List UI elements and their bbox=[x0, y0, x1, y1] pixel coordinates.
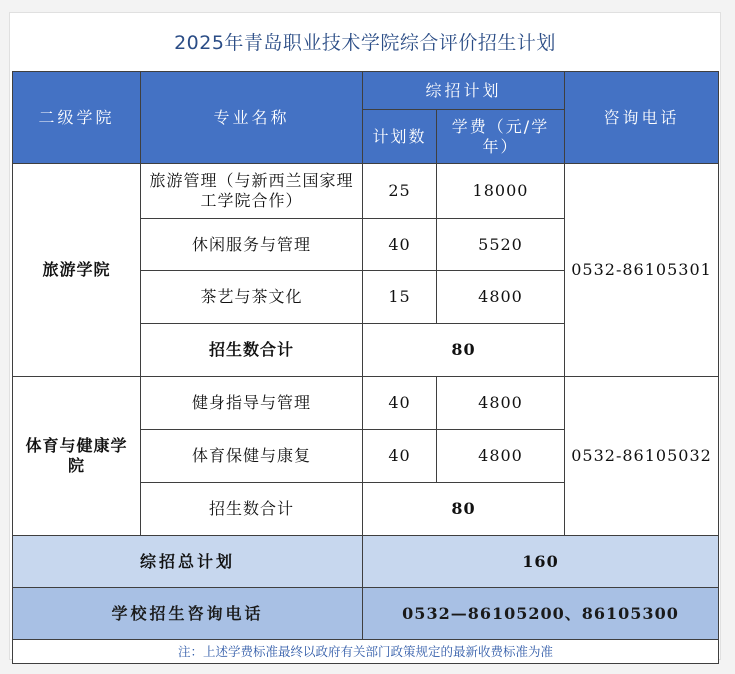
college-phone: 0532-86105301 bbox=[565, 164, 719, 377]
school-phone-row bbox=[13, 588, 719, 640]
header-row bbox=[13, 72, 719, 110]
plan-count: 40 bbox=[363, 219, 437, 271]
tuition: 4800 bbox=[437, 430, 565, 483]
tuition: 5520 bbox=[437, 219, 565, 271]
header-phone: 咨询电话 bbox=[565, 72, 719, 164]
note-row bbox=[13, 640, 719, 664]
header-plan-group: 综招计划 bbox=[363, 72, 565, 110]
plan-count: 40 bbox=[363, 377, 437, 430]
footnote: 注：上述学费标准最终以政府有关部门政策规定的最新收费标准为准 bbox=[13, 640, 719, 664]
major-name: 健身指导与管理 bbox=[141, 377, 363, 430]
major-name: 休闲服务与管理 bbox=[141, 219, 363, 271]
tuition: 4800 bbox=[437, 271, 565, 324]
subtotal-value: 80 bbox=[363, 483, 565, 536]
major-name: 茶艺与茶文化 bbox=[141, 271, 363, 324]
plan-count: 40 bbox=[363, 430, 437, 483]
tuition: 4800 bbox=[437, 377, 565, 430]
school-phone-label: 学校招生咨询电话 bbox=[13, 588, 363, 640]
header-tuition: 学费（元/学年） bbox=[437, 110, 565, 164]
college-name: 体育与健康学院 bbox=[13, 377, 141, 536]
major-name: 体育保健与康复 bbox=[141, 430, 363, 483]
table-row bbox=[13, 164, 719, 219]
header-college: 二级学院 bbox=[13, 72, 141, 164]
table-row bbox=[13, 377, 719, 430]
total-label: 综招总计划 bbox=[13, 536, 363, 588]
header-plan-count: 计划数 bbox=[363, 110, 437, 164]
page-title: 2025年青岛职业技术学院综合评价招生计划 bbox=[174, 31, 556, 54]
subtotal-label: 招生数合计 bbox=[141, 483, 363, 536]
tuition: 18000 bbox=[437, 164, 565, 219]
subtotal-label: 招生数合计 bbox=[141, 324, 363, 377]
subtotal-value: 80 bbox=[363, 324, 565, 377]
enrollment-plan-table bbox=[12, 71, 719, 664]
total-value: 160 bbox=[363, 536, 719, 588]
document-card bbox=[9, 12, 721, 660]
total-row bbox=[13, 536, 719, 588]
college-name: 旅游学院 bbox=[13, 164, 141, 377]
plan-count: 25 bbox=[363, 164, 437, 219]
major-name: 旅游管理（与新西兰国家理工学院合作） bbox=[141, 164, 363, 219]
school-phone-value: 0532—86105200、86105300 bbox=[363, 588, 719, 640]
college-phone: 0532-86105032 bbox=[565, 377, 719, 536]
header-major: 专业名称 bbox=[141, 72, 363, 164]
plan-count: 15 bbox=[363, 271, 437, 324]
